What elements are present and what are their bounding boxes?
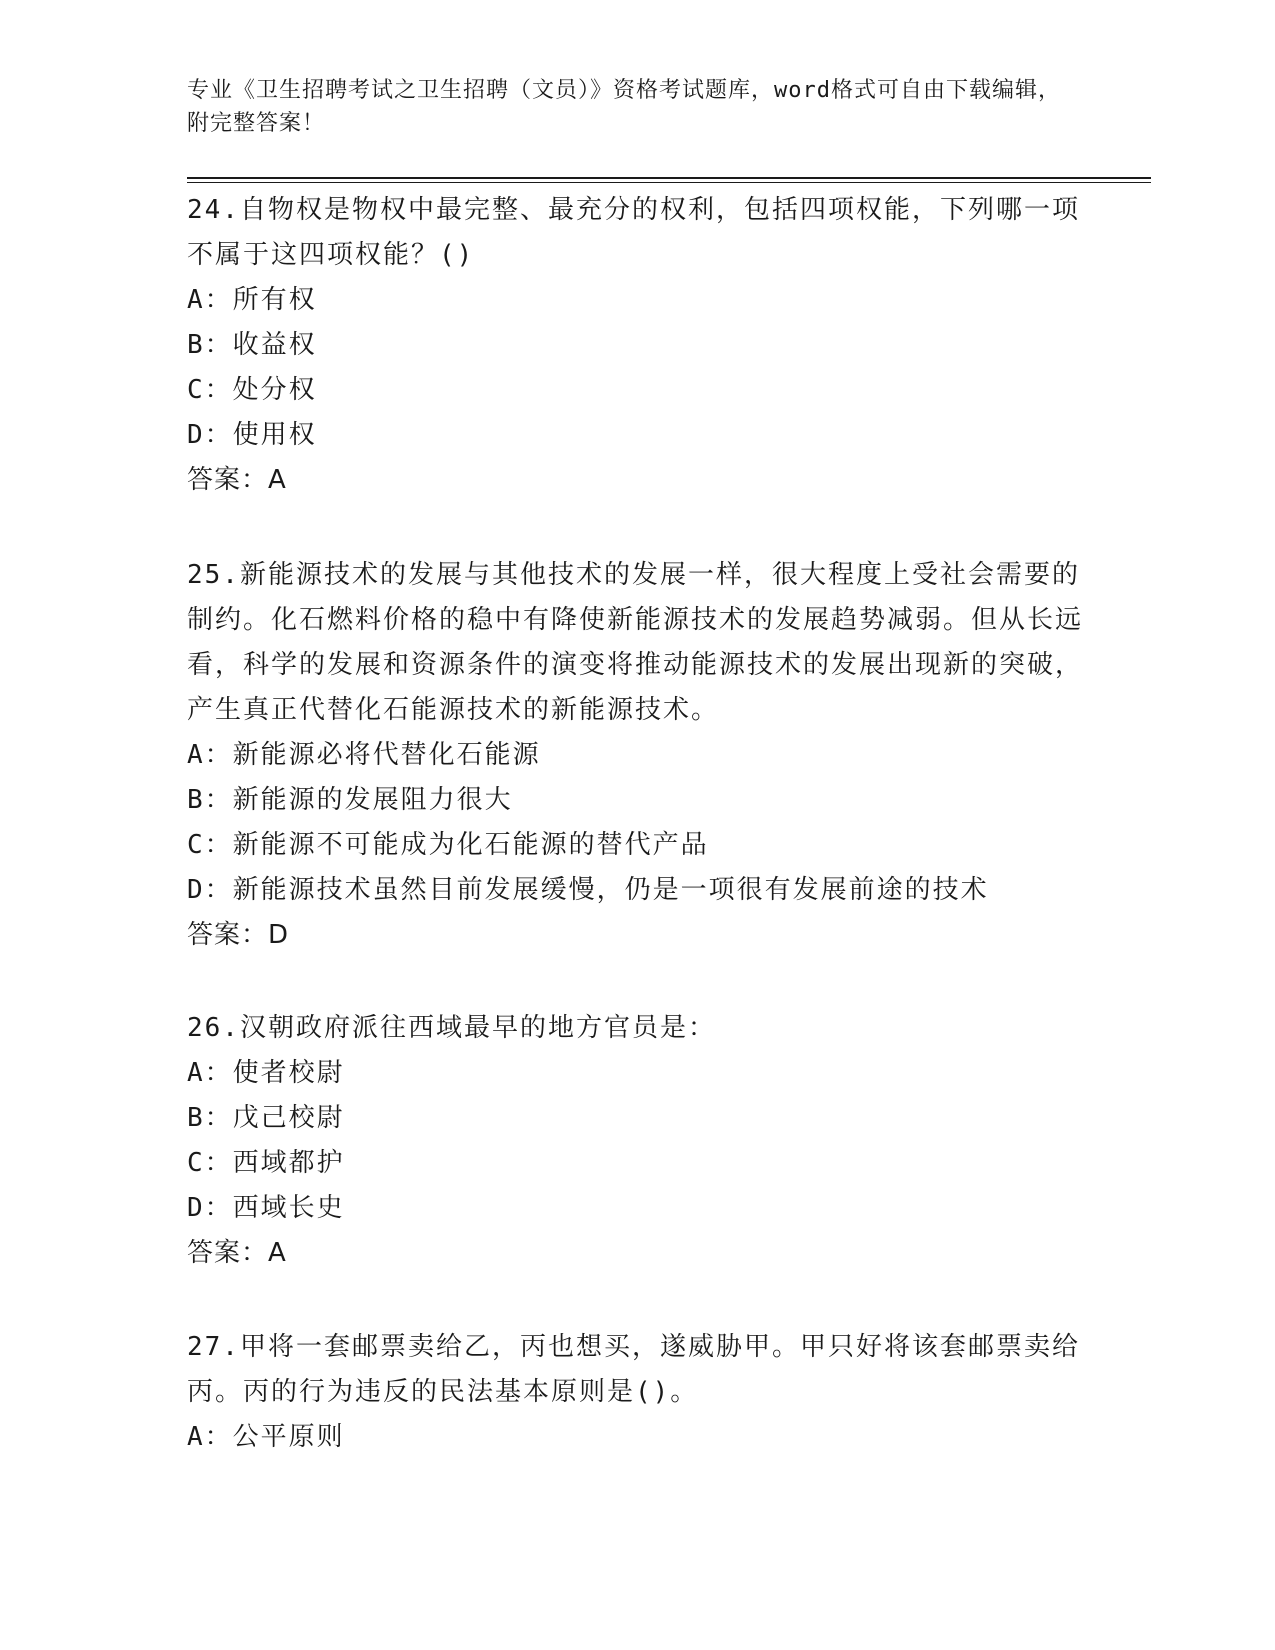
answer: 答案：A bbox=[187, 465, 287, 495]
answer: 答案：D bbox=[187, 920, 290, 950]
option-d: D：新能源技术虽然目前发展缓慢，仍是一项很有发展前途的技术 bbox=[187, 875, 989, 905]
question-24 bbox=[187, 188, 1087, 503]
option-b: B：戊己校尉 bbox=[187, 1103, 345, 1133]
answer: 答案：A bbox=[187, 1238, 287, 1268]
option-a: A：公平原则 bbox=[187, 1422, 345, 1452]
header-divider-thin bbox=[187, 182, 1151, 183]
option-a: A：所有权 bbox=[187, 285, 317, 315]
option-d: D：使用权 bbox=[187, 420, 317, 450]
question-stem: 25.新能源技术的发展与其他技术的发展一样，很大程度上受社会需要的制约。化石燃料价格的稳中有降使新能源技术的发展趋势减弱。但从长远看，科学的发展和资源条件的演变将推动能源技术的发展出现新的突破，产生真正代替化石能源技术的新能源技术。 bbox=[187, 560, 1084, 725]
option-a: A：新能源必将代替化石能源 bbox=[187, 740, 541, 770]
document-header: 专业《卫生招聘考试之卫生招聘（文员）》资格考试题库，word格式可自由下载编辑，附完整答案！ bbox=[187, 78, 1061, 136]
option-c: C：新能源不可能成为化石能源的替代产品 bbox=[187, 830, 709, 860]
question-25 bbox=[187, 553, 1087, 958]
option-b: B：收益权 bbox=[187, 330, 317, 360]
option-d: D：西域长史 bbox=[187, 1193, 345, 1223]
option-b: B：新能源的发展阻力很大 bbox=[187, 785, 513, 815]
option-a: A：使者校尉 bbox=[187, 1058, 345, 1088]
question-stem: 26.汉朝政府派往西域最早的地方官员是： bbox=[187, 1013, 716, 1043]
question-26 bbox=[187, 1006, 1087, 1276]
header-divider bbox=[187, 177, 1151, 179]
question-27 bbox=[187, 1325, 1087, 1460]
option-c: C：西域都护 bbox=[187, 1148, 345, 1178]
question-stem: 24.自物权是物权中最完整、最充分的权利，包括四项权能，下列哪一项不属于这四项权能？() bbox=[187, 195, 1080, 270]
question-stem: 27.甲将一套邮票卖给乙，丙也想买，遂威胁甲。甲只好将该套邮票卖给丙。丙的行为违反的民法基本原则是()。 bbox=[187, 1332, 1080, 1407]
option-c: C：处分权 bbox=[187, 375, 317, 405]
